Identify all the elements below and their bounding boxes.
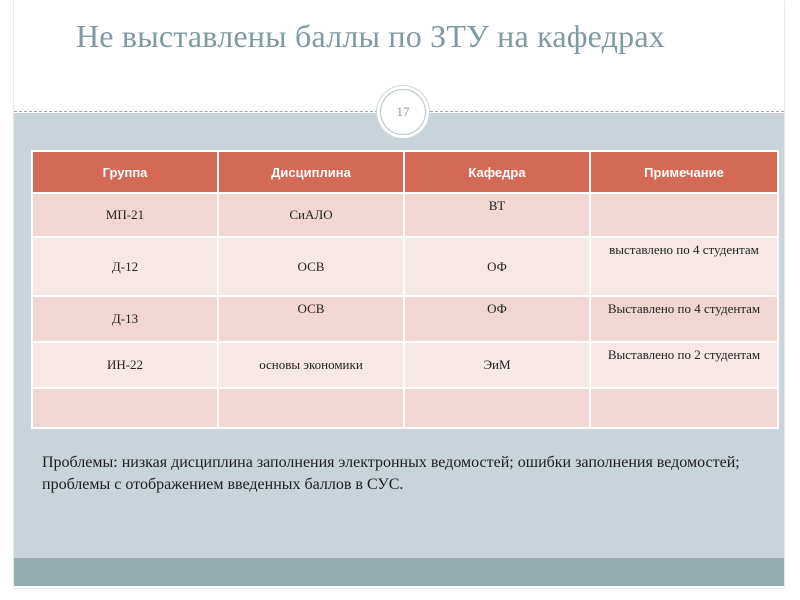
cell-discipline — [218, 388, 404, 428]
cell-note — [590, 388, 778, 428]
cell-discipline: ОСВ — [218, 237, 404, 296]
cell-note: Выставлено по 2 студентам — [590, 342, 778, 388]
header-discipline: Дисциплина — [218, 151, 404, 193]
cell-group — [32, 388, 218, 428]
table-row — [32, 193, 778, 237]
cell-discipline: ОСВ — [218, 296, 404, 342]
cell-department: ОФ — [404, 296, 590, 342]
problems-text: Проблемы: низкая дисциплина заполнения электронных ведомостей; ошибки заполнения ведомостей; проблемы с отображением введенных баллов в СУС. — [42, 454, 740, 493]
cell-department — [404, 388, 590, 428]
cell-note: Выставлено по 4 студентам — [590, 296, 778, 342]
slide-number: 17 — [396, 104, 410, 119]
cell-note: выставлено по 4 студентам — [590, 237, 778, 296]
cell-department: ВТ — [404, 193, 590, 237]
cell-group: ИН-22 — [32, 342, 218, 388]
table-header-row — [32, 151, 778, 193]
header-group: Группа — [32, 151, 218, 193]
cell-group: Д-13 — [32, 296, 218, 342]
slide-number-badge — [380, 89, 426, 135]
header-note: Примечание — [590, 151, 778, 193]
cell-group: Д-12 — [32, 237, 218, 296]
cell-discipline: основы экономики — [218, 342, 404, 388]
footer-bar — [14, 558, 784, 586]
cell-group: МП-21 — [32, 193, 218, 237]
header-department: Кафедра — [404, 151, 590, 193]
table-row — [32, 296, 778, 342]
departments-table — [31, 150, 779, 429]
cell-note — [590, 193, 778, 237]
cell-discipline: СиАЛО — [218, 193, 404, 237]
slide-title: Не выставлены баллы по ЗТУ на кафедрах — [76, 18, 665, 54]
table-row — [32, 342, 778, 388]
table-row — [32, 237, 778, 296]
cell-department: ЭиМ — [404, 342, 590, 388]
table-row — [32, 388, 778, 428]
cell-department: ОФ — [404, 237, 590, 296]
